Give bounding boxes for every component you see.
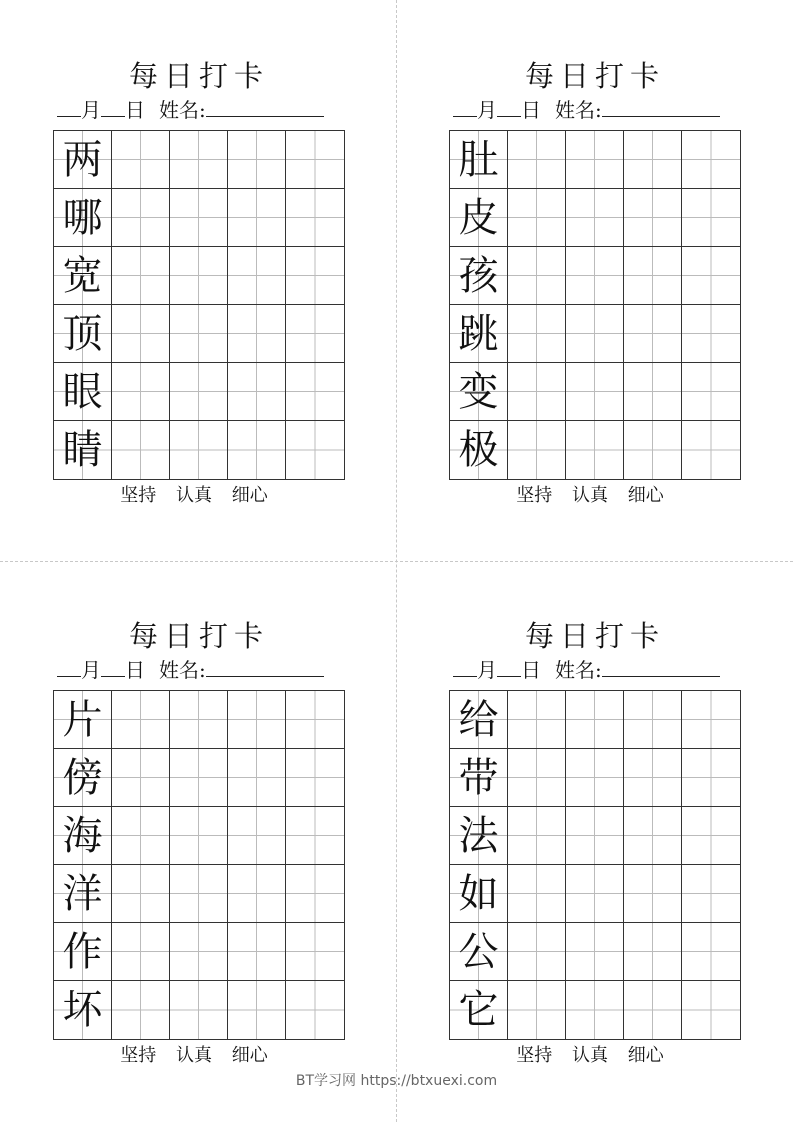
motto: 坚持 认真 细心 <box>120 1045 268 1066</box>
practice-cell[interactable] <box>682 691 740 749</box>
month-blank[interactable] <box>57 96 81 117</box>
model-character-cell <box>450 865 508 923</box>
practice-cell[interactable] <box>682 363 740 421</box>
name-blank[interactable] <box>602 96 720 117</box>
month-label: 月 <box>81 98 101 122</box>
practice-cell[interactable] <box>624 749 682 807</box>
model-character-cell <box>54 749 112 807</box>
practice-cell[interactable] <box>112 749 170 807</box>
model-character-cell <box>54 865 112 923</box>
practice-cell[interactable] <box>170 923 228 981</box>
model-character-cell <box>54 305 112 363</box>
motto: 坚持 认真 细心 <box>516 1045 664 1066</box>
name-label: 姓名: <box>555 658 602 682</box>
practice-cell[interactable] <box>682 981 740 1039</box>
day-blank[interactable] <box>101 656 125 677</box>
model-character: 哪 <box>62 194 103 241</box>
model-character: 顶 <box>62 310 103 357</box>
practice-cell[interactable] <box>624 923 682 981</box>
day-blank[interactable] <box>497 96 521 117</box>
model-character-cell <box>450 981 508 1039</box>
practice-cell[interactable] <box>624 807 682 865</box>
footer-watermark: BT学习网 https://btxuexi.com <box>295 1073 498 1089</box>
day-label: 日 <box>521 658 541 682</box>
practice-cell[interactable] <box>286 363 344 421</box>
motto: 坚持 认真 细心 <box>120 485 268 506</box>
practice-cell[interactable] <box>286 923 344 981</box>
practice-cell[interactable] <box>682 305 740 363</box>
practice-cell[interactable] <box>170 749 228 807</box>
model-character-cell <box>54 807 112 865</box>
practice-cell[interactable] <box>682 807 740 865</box>
model-character: 变 <box>458 368 499 415</box>
model-character: 跳 <box>458 310 499 357</box>
model-character: 法 <box>458 812 499 859</box>
day-blank[interactable] <box>101 96 125 117</box>
practice-cell[interactable] <box>170 691 228 749</box>
practice-cell[interactable] <box>112 189 170 247</box>
practice-cell[interactable] <box>286 691 344 749</box>
practice-cell[interactable] <box>566 421 624 479</box>
practice-cell[interactable] <box>286 189 344 247</box>
model-character: 公 <box>458 928 499 975</box>
month-blank[interactable] <box>453 96 477 117</box>
practice-cell[interactable] <box>682 865 740 923</box>
practice-cell[interactable] <box>112 305 170 363</box>
card-title: 每日打卡 <box>128 59 269 93</box>
practice-cell[interactable] <box>228 749 286 807</box>
model-character: 傍 <box>62 754 103 801</box>
practice-cell[interactable] <box>624 247 682 305</box>
model-character: 洋 <box>62 870 103 917</box>
model-character: 作 <box>62 928 103 975</box>
practice-cell[interactable] <box>566 923 624 981</box>
practice-cell[interactable] <box>508 247 566 305</box>
date-name-line <box>453 96 743 124</box>
practice-card <box>49 58 349 528</box>
practice-cell[interactable] <box>624 981 682 1039</box>
model-character: 眼 <box>62 368 103 415</box>
model-character-cell <box>450 363 508 421</box>
practice-cell[interactable] <box>286 421 344 479</box>
practice-cell[interactable] <box>508 981 566 1039</box>
model-character: 如 <box>458 870 499 917</box>
practice-cell[interactable] <box>228 247 286 305</box>
practice-cell[interactable] <box>228 691 286 749</box>
date-name-line <box>57 656 347 684</box>
practice-cell[interactable] <box>228 305 286 363</box>
name-label: 姓名: <box>159 658 206 682</box>
model-character-cell <box>450 131 508 189</box>
model-character-cell <box>450 749 508 807</box>
practice-cell[interactable] <box>228 131 286 189</box>
practice-cell[interactable] <box>508 131 566 189</box>
model-character: 肚 <box>458 136 499 183</box>
month-label: 月 <box>477 98 497 122</box>
model-character-cell <box>54 363 112 421</box>
writing-grid <box>449 690 741 1040</box>
month-label: 月 <box>477 658 497 682</box>
practice-cell[interactable] <box>624 189 682 247</box>
name-blank[interactable] <box>602 656 720 677</box>
motto: 坚持 认真 细心 <box>516 485 664 506</box>
writing-grid <box>53 690 345 1040</box>
practice-cell[interactable] <box>508 865 566 923</box>
practice-cell[interactable] <box>566 807 624 865</box>
practice-cell[interactable] <box>286 247 344 305</box>
practice-cell[interactable] <box>170 247 228 305</box>
practice-cell[interactable] <box>112 131 170 189</box>
practice-cell[interactable] <box>682 189 740 247</box>
practice-cell[interactable] <box>286 981 344 1039</box>
practice-cell[interactable] <box>228 923 286 981</box>
practice-cell[interactable] <box>508 189 566 247</box>
model-character: 坏 <box>62 987 103 1033</box>
practice-cell[interactable] <box>508 691 566 749</box>
model-character-cell <box>450 189 508 247</box>
practice-cell[interactable] <box>170 981 228 1039</box>
card-title: 每日打卡 <box>128 619 269 653</box>
practice-cell[interactable] <box>112 691 170 749</box>
model-character: 给 <box>458 696 499 743</box>
vertical-cut-line <box>396 0 397 1122</box>
model-character-cell <box>54 131 112 189</box>
practice-cell[interactable] <box>508 923 566 981</box>
day-label: 日 <box>521 98 541 122</box>
practice-cell[interactable] <box>170 865 228 923</box>
name-label: 姓名: <box>159 98 206 122</box>
practice-cell[interactable] <box>508 363 566 421</box>
model-character-cell <box>450 421 508 479</box>
practice-cell[interactable] <box>682 923 740 981</box>
practice-cell[interactable] <box>566 749 624 807</box>
model-character: 皮 <box>458 194 499 241</box>
day-label: 日 <box>125 658 145 682</box>
practice-cell[interactable] <box>508 421 566 479</box>
model-character-cell <box>450 247 508 305</box>
model-character: 带 <box>458 754 499 801</box>
practice-cell[interactable] <box>170 363 228 421</box>
practice-cell[interactable] <box>170 421 228 479</box>
day-blank[interactable] <box>497 656 521 677</box>
month-label: 月 <box>81 658 101 682</box>
practice-cell[interactable] <box>682 247 740 305</box>
day-label: 日 <box>125 98 145 122</box>
practice-cell[interactable] <box>624 131 682 189</box>
practice-cell[interactable] <box>112 247 170 305</box>
practice-cell[interactable] <box>112 981 170 1039</box>
month-blank[interactable] <box>57 656 81 677</box>
practice-cell[interactable] <box>508 807 566 865</box>
model-character-cell <box>450 305 508 363</box>
date-name-line <box>453 656 743 684</box>
practice-card <box>445 58 745 528</box>
model-character: 极 <box>458 427 499 473</box>
practice-cell[interactable] <box>170 189 228 247</box>
practice-cell[interactable] <box>228 189 286 247</box>
model-character-cell <box>450 807 508 865</box>
practice-card <box>49 618 349 1088</box>
name-label: 姓名: <box>555 98 602 122</box>
date-name-line <box>57 96 347 124</box>
writing-grid <box>53 130 345 480</box>
practice-cell[interactable] <box>566 131 624 189</box>
model-character-cell <box>450 923 508 981</box>
practice-cell[interactable] <box>566 247 624 305</box>
practice-cell[interactable] <box>170 807 228 865</box>
practice-cell[interactable] <box>112 923 170 981</box>
practice-cell[interactable] <box>112 363 170 421</box>
practice-cell[interactable] <box>682 749 740 807</box>
practice-cell[interactable] <box>566 363 624 421</box>
practice-cell[interactable] <box>228 363 286 421</box>
practice-cell[interactable] <box>112 807 170 865</box>
practice-cell[interactable] <box>566 189 624 247</box>
model-character: 孩 <box>458 252 499 299</box>
practice-cell[interactable] <box>624 865 682 923</box>
practice-cell[interactable] <box>112 421 170 479</box>
writing-grid <box>449 130 741 480</box>
model-character: 睛 <box>62 427 103 473</box>
name-blank[interactable] <box>206 96 324 117</box>
card-title: 每日打卡 <box>524 59 665 93</box>
practice-cell[interactable] <box>170 305 228 363</box>
model-character: 两 <box>62 136 103 183</box>
practice-cell[interactable] <box>624 363 682 421</box>
practice-cell[interactable] <box>228 421 286 479</box>
practice-cell[interactable] <box>682 131 740 189</box>
model-character: 它 <box>458 987 499 1033</box>
practice-cell[interactable] <box>228 981 286 1039</box>
model-character-cell <box>450 691 508 749</box>
practice-cell[interactable] <box>112 865 170 923</box>
card-title: 每日打卡 <box>524 619 665 653</box>
practice-cell[interactable] <box>566 305 624 363</box>
practice-cell[interactable] <box>228 865 286 923</box>
model-character-cell <box>54 981 112 1039</box>
model-character-cell <box>54 189 112 247</box>
model-character: 宽 <box>62 252 103 299</box>
practice-cell[interactable] <box>624 305 682 363</box>
practice-cell[interactable] <box>286 131 344 189</box>
model-character: 海 <box>62 812 103 859</box>
practice-card <box>445 618 745 1088</box>
practice-cell[interactable] <box>228 807 286 865</box>
practice-cell[interactable] <box>682 421 740 479</box>
practice-cell[interactable] <box>508 305 566 363</box>
practice-cell[interactable] <box>286 865 344 923</box>
model-character: 片 <box>62 696 103 743</box>
model-character-cell <box>54 247 112 305</box>
month-blank[interactable] <box>453 656 477 677</box>
practice-cell[interactable] <box>170 131 228 189</box>
practice-cell[interactable] <box>624 691 682 749</box>
practice-cell[interactable] <box>508 749 566 807</box>
practice-cell[interactable] <box>286 749 344 807</box>
practice-cell[interactable] <box>566 981 624 1039</box>
model-character-cell <box>54 421 112 479</box>
model-character-cell <box>54 691 112 749</box>
practice-cell[interactable] <box>286 305 344 363</box>
practice-cell[interactable] <box>286 807 344 865</box>
name-blank[interactable] <box>206 656 324 677</box>
practice-cell[interactable] <box>566 865 624 923</box>
practice-cell[interactable] <box>624 421 682 479</box>
model-character-cell <box>54 923 112 981</box>
practice-cell[interactable] <box>566 691 624 749</box>
